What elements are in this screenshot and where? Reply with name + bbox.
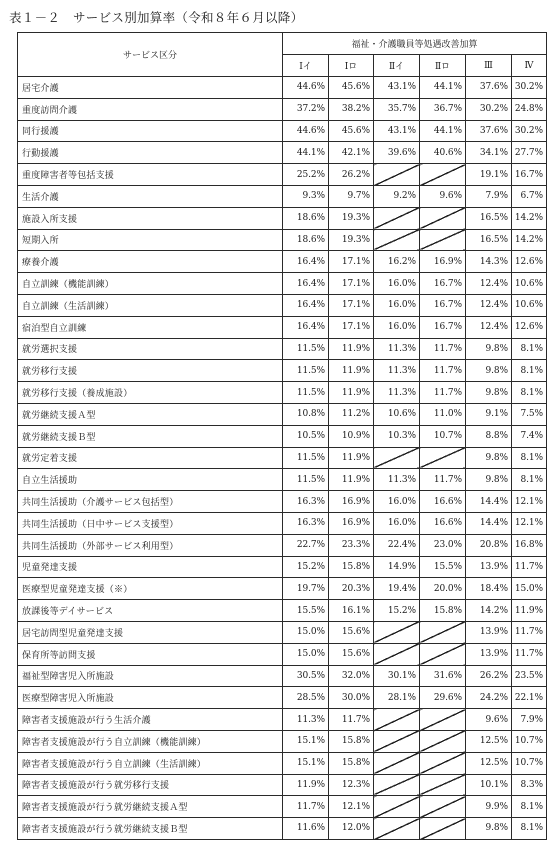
service-category-cell: 医療型障害児入所施設 bbox=[18, 687, 283, 709]
rate-cell: 31.6% bbox=[420, 665, 466, 687]
rate-cell: 39.6% bbox=[374, 142, 420, 164]
rate-cell: 17.1% bbox=[329, 316, 374, 338]
table-row bbox=[18, 120, 547, 142]
table-row bbox=[18, 338, 547, 360]
service-category-cell: 施設入所支援 bbox=[18, 207, 283, 229]
service-category-cell: 共同生活援助（介護サービス包括型） bbox=[18, 491, 283, 513]
rate-cell: 37.2% bbox=[283, 98, 329, 120]
rate-cell: 15.0% bbox=[283, 621, 329, 643]
rate-cell: 16.0% bbox=[374, 273, 420, 295]
not-applicable-cell bbox=[420, 709, 466, 731]
table-row bbox=[18, 142, 547, 164]
rate-cell: 8.1% bbox=[512, 818, 547, 840]
rate-cell: 42.1% bbox=[329, 142, 374, 164]
not-applicable-cell bbox=[374, 447, 420, 469]
rate-cell: 19.1% bbox=[466, 164, 512, 186]
rate-cell: 27.7% bbox=[512, 142, 547, 164]
table-row bbox=[18, 77, 547, 99]
rate-cell: 10.5% bbox=[283, 425, 329, 447]
rate-cell: 37.6% bbox=[466, 77, 512, 99]
not-applicable-cell bbox=[420, 447, 466, 469]
rate-cell: 24.8% bbox=[512, 98, 547, 120]
rate-cell: 16.9% bbox=[329, 491, 374, 513]
service-category-cell: 就労選択支援 bbox=[18, 338, 283, 360]
rate-cell: 16.7% bbox=[512, 164, 547, 186]
rate-cell: 12.3% bbox=[329, 774, 374, 796]
rate-cell: 15.0% bbox=[512, 578, 547, 600]
rate-cell: 12.6% bbox=[512, 316, 547, 338]
not-applicable-cell bbox=[374, 207, 420, 229]
rate-cell: 15.8% bbox=[329, 556, 374, 578]
rate-cell: 10.6% bbox=[374, 403, 420, 425]
rate-cell: 11.7% bbox=[420, 382, 466, 404]
rate-cell: 11.5% bbox=[283, 447, 329, 469]
rate-cell: 12.1% bbox=[512, 491, 547, 513]
rate-cell: 8.1% bbox=[512, 338, 547, 360]
rate-cell: 11.7% bbox=[420, 360, 466, 382]
rate-cell: 26.2% bbox=[466, 665, 512, 687]
not-applicable-cell bbox=[420, 229, 466, 251]
rate-cell: 16.0% bbox=[374, 491, 420, 513]
service-category-cell: 児童発達支援 bbox=[18, 556, 283, 578]
service-category-cell: 就労移行支援 bbox=[18, 360, 283, 382]
rate-cell: 11.5% bbox=[283, 360, 329, 382]
rate-cell: 11.7% bbox=[420, 469, 466, 491]
rate-cell: 12.4% bbox=[466, 273, 512, 295]
table-row bbox=[18, 665, 547, 687]
table-row bbox=[18, 273, 547, 295]
service-category-cell: 居宅介護 bbox=[18, 77, 283, 99]
rate-cell: 11.9% bbox=[329, 338, 374, 360]
service-category-cell: 行動援護 bbox=[18, 142, 283, 164]
rate-cell: 11.0% bbox=[420, 403, 466, 425]
table-row bbox=[18, 229, 547, 251]
rate-cell: 12.5% bbox=[466, 730, 512, 752]
rate-cell: 10.7% bbox=[512, 730, 547, 752]
service-category-cell: 障害者支援施設が行う自立訓練（生活訓練） bbox=[18, 752, 283, 774]
rate-cell: 30.0% bbox=[329, 687, 374, 709]
table-row bbox=[18, 316, 547, 338]
rate-cell: 19.4% bbox=[374, 578, 420, 600]
table-row bbox=[18, 687, 547, 709]
rate-cell: 15.1% bbox=[283, 752, 329, 774]
rate-cell: 23.3% bbox=[329, 534, 374, 556]
rate-cell: 16.0% bbox=[374, 294, 420, 316]
not-applicable-cell bbox=[374, 752, 420, 774]
rate-cell: 17.1% bbox=[329, 294, 374, 316]
table-row bbox=[18, 491, 547, 513]
not-applicable-cell bbox=[374, 229, 420, 251]
not-applicable-cell bbox=[374, 643, 420, 665]
rate-cell: 9.3% bbox=[283, 185, 329, 207]
not-applicable-cell bbox=[374, 709, 420, 731]
rate-cell: 30.2% bbox=[512, 120, 547, 142]
rate-cell: 11.9% bbox=[329, 469, 374, 491]
rate-cell: 11.3% bbox=[374, 360, 420, 382]
service-category-cell: 就労移行支援（養成施設） bbox=[18, 382, 283, 404]
rate-cell: 44.6% bbox=[283, 120, 329, 142]
rate-cell: 44.1% bbox=[420, 120, 466, 142]
service-category-cell: 共同生活援助（外部サービス利用型） bbox=[18, 534, 283, 556]
rate-cell: 16.5% bbox=[466, 229, 512, 251]
rate-cell: 9.7% bbox=[329, 185, 374, 207]
table-row bbox=[18, 512, 547, 534]
table-row bbox=[18, 621, 547, 643]
rate-cell: 10.7% bbox=[512, 752, 547, 774]
rate-cell: 12.1% bbox=[329, 796, 374, 818]
service-category-cell: 医療型児童発達支援（※） bbox=[18, 578, 283, 600]
rate-cell: 8.8% bbox=[466, 425, 512, 447]
rate-cell: 9.8% bbox=[466, 338, 512, 360]
rate-cell: 18.6% bbox=[283, 229, 329, 251]
table-row bbox=[18, 251, 547, 273]
rate-cell: 11.9% bbox=[329, 447, 374, 469]
rate-cell: 7.9% bbox=[512, 709, 547, 731]
rate-cell: 16.6% bbox=[420, 491, 466, 513]
rate-cell: 12.5% bbox=[466, 752, 512, 774]
rate-cell: 16.7% bbox=[420, 294, 466, 316]
rate-cell: 34.1% bbox=[466, 142, 512, 164]
rate-cell: 14.4% bbox=[466, 491, 512, 513]
rate-cell: 11.5% bbox=[283, 338, 329, 360]
rate-cell: 11.7% bbox=[329, 709, 374, 731]
rate-cell: 10.6% bbox=[512, 273, 547, 295]
rate-cell: 16.8% bbox=[512, 534, 547, 556]
service-category-cell: 短期入所 bbox=[18, 229, 283, 251]
rate-cell: 11.7% bbox=[512, 621, 547, 643]
service-category-cell: 自立訓練（機能訓練） bbox=[18, 273, 283, 295]
column-header: Ⅱロ bbox=[420, 55, 466, 77]
service-category-cell: 自立訓練（生活訓練） bbox=[18, 294, 283, 316]
rate-cell: 16.4% bbox=[283, 273, 329, 295]
table-row bbox=[18, 534, 547, 556]
not-applicable-cell bbox=[420, 752, 466, 774]
rate-cell: 15.6% bbox=[329, 643, 374, 665]
service-category-cell: 障害者支援施設が行う就労継続支援Ｂ型 bbox=[18, 818, 283, 840]
rate-cell: 15.5% bbox=[420, 556, 466, 578]
not-applicable-cell bbox=[420, 643, 466, 665]
rate-cell: 11.9% bbox=[329, 360, 374, 382]
rate-cell: 10.3% bbox=[374, 425, 420, 447]
service-category-cell: 重度障害者等包括支援 bbox=[18, 164, 283, 186]
not-applicable-cell bbox=[420, 164, 466, 186]
service-category-cell: 障害者支援施設が行う就労継続支援Ａ型 bbox=[18, 796, 283, 818]
rate-cell: 43.1% bbox=[374, 120, 420, 142]
rate-cell: 35.7% bbox=[374, 98, 420, 120]
rate-cell: 9.8% bbox=[466, 447, 512, 469]
rate-cell: 17.1% bbox=[329, 251, 374, 273]
table-row bbox=[18, 796, 547, 818]
table-row bbox=[18, 469, 547, 491]
rate-cell: 16.4% bbox=[283, 316, 329, 338]
rate-cell: 11.7% bbox=[283, 796, 329, 818]
table-row bbox=[18, 164, 547, 186]
column-header: Ⅲ bbox=[466, 55, 512, 77]
rate-cell: 15.2% bbox=[374, 600, 420, 622]
rate-cell: 16.3% bbox=[283, 491, 329, 513]
service-category-cell: 障害者支援施設が行う生活介護 bbox=[18, 709, 283, 731]
not-applicable-cell bbox=[420, 774, 466, 796]
rate-cell: 22.4% bbox=[374, 534, 420, 556]
service-category-cell: 障害者支援施設が行う自立訓練（機能訓練） bbox=[18, 730, 283, 752]
rate-cell: 18.4% bbox=[466, 578, 512, 600]
not-applicable-cell bbox=[374, 796, 420, 818]
rate-cell: 44.1% bbox=[283, 142, 329, 164]
rate-cell: 22.1% bbox=[512, 687, 547, 709]
rate-cell: 10.8% bbox=[283, 403, 329, 425]
rate-cell: 15.2% bbox=[283, 556, 329, 578]
rate-cell: 9.8% bbox=[466, 360, 512, 382]
rate-cell: 10.6% bbox=[512, 294, 547, 316]
rate-cell: 15.5% bbox=[283, 600, 329, 622]
not-applicable-cell bbox=[420, 621, 466, 643]
rate-cell: 30.2% bbox=[512, 77, 547, 99]
rate-cell: 19.7% bbox=[283, 578, 329, 600]
rate-cell: 7.5% bbox=[512, 403, 547, 425]
rate-cell: 9.2% bbox=[374, 185, 420, 207]
rate-cell: 14.2% bbox=[512, 207, 547, 229]
rate-cell: 14.9% bbox=[374, 556, 420, 578]
rate-cell: 8.1% bbox=[512, 796, 547, 818]
rate-cell: 11.3% bbox=[374, 338, 420, 360]
rate-cell: 9.1% bbox=[466, 403, 512, 425]
rate-cell: 30.5% bbox=[283, 665, 329, 687]
not-applicable-cell bbox=[420, 818, 466, 840]
rate-cell: 22.7% bbox=[283, 534, 329, 556]
rate-cell: 45.6% bbox=[329, 77, 374, 99]
rate-cell: 9.8% bbox=[466, 382, 512, 404]
service-category-cell: 就労定着支援 bbox=[18, 447, 283, 469]
rate-cell: 17.1% bbox=[329, 273, 374, 295]
not-applicable-cell bbox=[420, 207, 466, 229]
rate-cell: 11.7% bbox=[512, 643, 547, 665]
table-row bbox=[18, 643, 547, 665]
rate-cell: 8.1% bbox=[512, 447, 547, 469]
rate-cell: 26.2% bbox=[329, 164, 374, 186]
rate-cell: 11.2% bbox=[329, 403, 374, 425]
column-header: Ⅳ bbox=[512, 55, 547, 77]
rate-cell: 37.6% bbox=[466, 120, 512, 142]
rate-cell: 15.1% bbox=[283, 730, 329, 752]
rate-cell: 16.0% bbox=[374, 316, 420, 338]
service-category-cell: 障害者支援施設が行う就労移行支援 bbox=[18, 774, 283, 796]
rate-cell: 20.8% bbox=[466, 534, 512, 556]
service-category-cell: 生活介護 bbox=[18, 185, 283, 207]
rate-cell: 11.9% bbox=[512, 600, 547, 622]
rate-cell: 15.8% bbox=[329, 752, 374, 774]
rate-cell: 24.2% bbox=[466, 687, 512, 709]
not-applicable-cell bbox=[374, 774, 420, 796]
column-header: Ⅰロ bbox=[329, 55, 374, 77]
rate-cell: 8.1% bbox=[512, 469, 547, 491]
service-category-cell: 宿泊型自立訓練 bbox=[18, 316, 283, 338]
rate-cell: 14.2% bbox=[466, 600, 512, 622]
rate-cell: 11.3% bbox=[374, 469, 420, 491]
column-header: Ⅰイ bbox=[283, 55, 329, 77]
column-header: Ⅱイ bbox=[374, 55, 420, 77]
rate-cell: 15.6% bbox=[329, 621, 374, 643]
rate-cell: 28.5% bbox=[283, 687, 329, 709]
rate-cell: 19.3% bbox=[329, 229, 374, 251]
table-row bbox=[18, 360, 547, 382]
rate-cell: 16.7% bbox=[420, 273, 466, 295]
table-row bbox=[18, 207, 547, 229]
rate-cell: 11.9% bbox=[329, 382, 374, 404]
rate-cell: 14.4% bbox=[466, 512, 512, 534]
rate-cell: 11.3% bbox=[283, 709, 329, 731]
rate-cell: 11.6% bbox=[283, 818, 329, 840]
table-row bbox=[18, 425, 547, 447]
rate-cell: 11.5% bbox=[283, 469, 329, 491]
rate-cell: 23.5% bbox=[512, 665, 547, 687]
rate-cell: 6.7% bbox=[512, 185, 547, 207]
table-row bbox=[18, 447, 547, 469]
rate-cell: 16.7% bbox=[420, 316, 466, 338]
table-row bbox=[18, 709, 547, 731]
rate-cell: 12.4% bbox=[466, 316, 512, 338]
rate-cell: 13.9% bbox=[466, 621, 512, 643]
table-row bbox=[18, 98, 547, 120]
rate-cell: 11.3% bbox=[374, 382, 420, 404]
rate-cell: 16.0% bbox=[374, 512, 420, 534]
service-category-cell: 就労継続支援Ｂ型 bbox=[18, 425, 283, 447]
rate-cell: 10.9% bbox=[329, 425, 374, 447]
rate-cell: 10.1% bbox=[466, 774, 512, 796]
table-row bbox=[18, 818, 547, 840]
rate-cell: 16.2% bbox=[374, 251, 420, 273]
rate-cell: 15.8% bbox=[329, 730, 374, 752]
rate-cell: 8.1% bbox=[512, 382, 547, 404]
rate-cell: 23.0% bbox=[420, 534, 466, 556]
rate-cell: 28.1% bbox=[374, 687, 420, 709]
rate-cell: 14.2% bbox=[512, 229, 547, 251]
rate-cell: 9.8% bbox=[466, 469, 512, 491]
rate-cell: 20.3% bbox=[329, 578, 374, 600]
rate-cell: 25.2% bbox=[283, 164, 329, 186]
rate-cell: 30.2% bbox=[466, 98, 512, 120]
category-header: サービス区分 bbox=[18, 33, 283, 77]
rate-cell: 13.9% bbox=[466, 643, 512, 665]
table-row bbox=[18, 774, 547, 796]
service-category-cell: 居宅訪問型児童発達支援 bbox=[18, 621, 283, 643]
rate-cell: 44.1% bbox=[420, 77, 466, 99]
rate-cell: 16.6% bbox=[420, 512, 466, 534]
table-row bbox=[18, 752, 547, 774]
rate-cell: 18.6% bbox=[283, 207, 329, 229]
rate-cell: 9.6% bbox=[466, 709, 512, 731]
rate-cell: 9.6% bbox=[420, 185, 466, 207]
service-category-cell: 保育所等訪問支援 bbox=[18, 643, 283, 665]
table-row bbox=[18, 185, 547, 207]
rate-cell: 16.9% bbox=[420, 251, 466, 273]
rate-cell: 16.9% bbox=[329, 512, 374, 534]
rate-cell: 29.6% bbox=[420, 687, 466, 709]
service-category-cell: 自立生活援助 bbox=[18, 469, 283, 491]
rate-cell: 12.6% bbox=[512, 251, 547, 273]
rate-cell: 30.1% bbox=[374, 665, 420, 687]
rate-cell: 20.0% bbox=[420, 578, 466, 600]
rate-cell: 13.9% bbox=[466, 556, 512, 578]
table-title: 表１－２ サービス別加算率（令和８年６月以降） bbox=[9, 10, 304, 25]
rates-table bbox=[17, 32, 547, 840]
table-row bbox=[18, 294, 547, 316]
group-header: 福祉・介護職員等処遇改善加算 bbox=[283, 33, 547, 55]
table-row bbox=[18, 382, 547, 404]
rate-cell: 14.3% bbox=[466, 251, 512, 273]
rate-cell: 19.3% bbox=[329, 207, 374, 229]
service-category-cell: 同行援護 bbox=[18, 120, 283, 142]
rate-cell: 16.4% bbox=[283, 294, 329, 316]
rate-cell: 16.3% bbox=[283, 512, 329, 534]
rate-cell: 16.5% bbox=[466, 207, 512, 229]
rate-cell: 11.5% bbox=[283, 382, 329, 404]
rate-cell: 9.9% bbox=[466, 796, 512, 818]
rate-cell: 9.8% bbox=[466, 818, 512, 840]
not-applicable-cell bbox=[374, 818, 420, 840]
service-category-cell: 療養介護 bbox=[18, 251, 283, 273]
service-category-cell: 就労継続支援Ａ型 bbox=[18, 403, 283, 425]
service-category-cell: 重度訪問介護 bbox=[18, 98, 283, 120]
rate-cell: 16.1% bbox=[329, 600, 374, 622]
not-applicable-cell bbox=[420, 796, 466, 818]
rate-cell: 45.6% bbox=[329, 120, 374, 142]
table-row bbox=[18, 403, 547, 425]
not-applicable-cell bbox=[374, 621, 420, 643]
not-applicable-cell bbox=[374, 730, 420, 752]
rate-cell: 36.7% bbox=[420, 98, 466, 120]
rate-cell: 8.3% bbox=[512, 774, 547, 796]
table-body bbox=[18, 77, 547, 840]
header-row-group bbox=[18, 33, 547, 55]
rate-cell: 38.2% bbox=[329, 98, 374, 120]
rate-cell: 11.7% bbox=[512, 556, 547, 578]
rate-cell: 12.4% bbox=[466, 294, 512, 316]
not-applicable-cell bbox=[420, 730, 466, 752]
not-applicable-cell bbox=[374, 164, 420, 186]
table-row bbox=[18, 730, 547, 752]
rate-cell: 10.7% bbox=[420, 425, 466, 447]
rate-cell: 32.0% bbox=[329, 665, 374, 687]
rate-cell: 12.1% bbox=[512, 512, 547, 534]
rate-cell: 7.9% bbox=[466, 185, 512, 207]
rate-cell: 11.9% bbox=[283, 774, 329, 796]
rate-cell: 16.4% bbox=[283, 251, 329, 273]
rate-cell: 11.7% bbox=[420, 338, 466, 360]
service-category-cell: 放課後等デイサービス bbox=[18, 600, 283, 622]
rate-cell: 44.6% bbox=[283, 77, 329, 99]
rate-cell: 40.6% bbox=[420, 142, 466, 164]
table-row bbox=[18, 556, 547, 578]
rate-cell: 15.8% bbox=[420, 600, 466, 622]
rate-cell: 15.0% bbox=[283, 643, 329, 665]
rate-cell: 43.1% bbox=[374, 77, 420, 99]
service-category-cell: 福祉型障害児入所施設 bbox=[18, 665, 283, 687]
rate-cell: 12.0% bbox=[329, 818, 374, 840]
rate-cell: 8.1% bbox=[512, 360, 547, 382]
table-row bbox=[18, 600, 547, 622]
rate-cell: 7.4% bbox=[512, 425, 547, 447]
service-category-cell: 共同生活援助（日中サービス支援型） bbox=[18, 512, 283, 534]
table-row bbox=[18, 578, 547, 600]
